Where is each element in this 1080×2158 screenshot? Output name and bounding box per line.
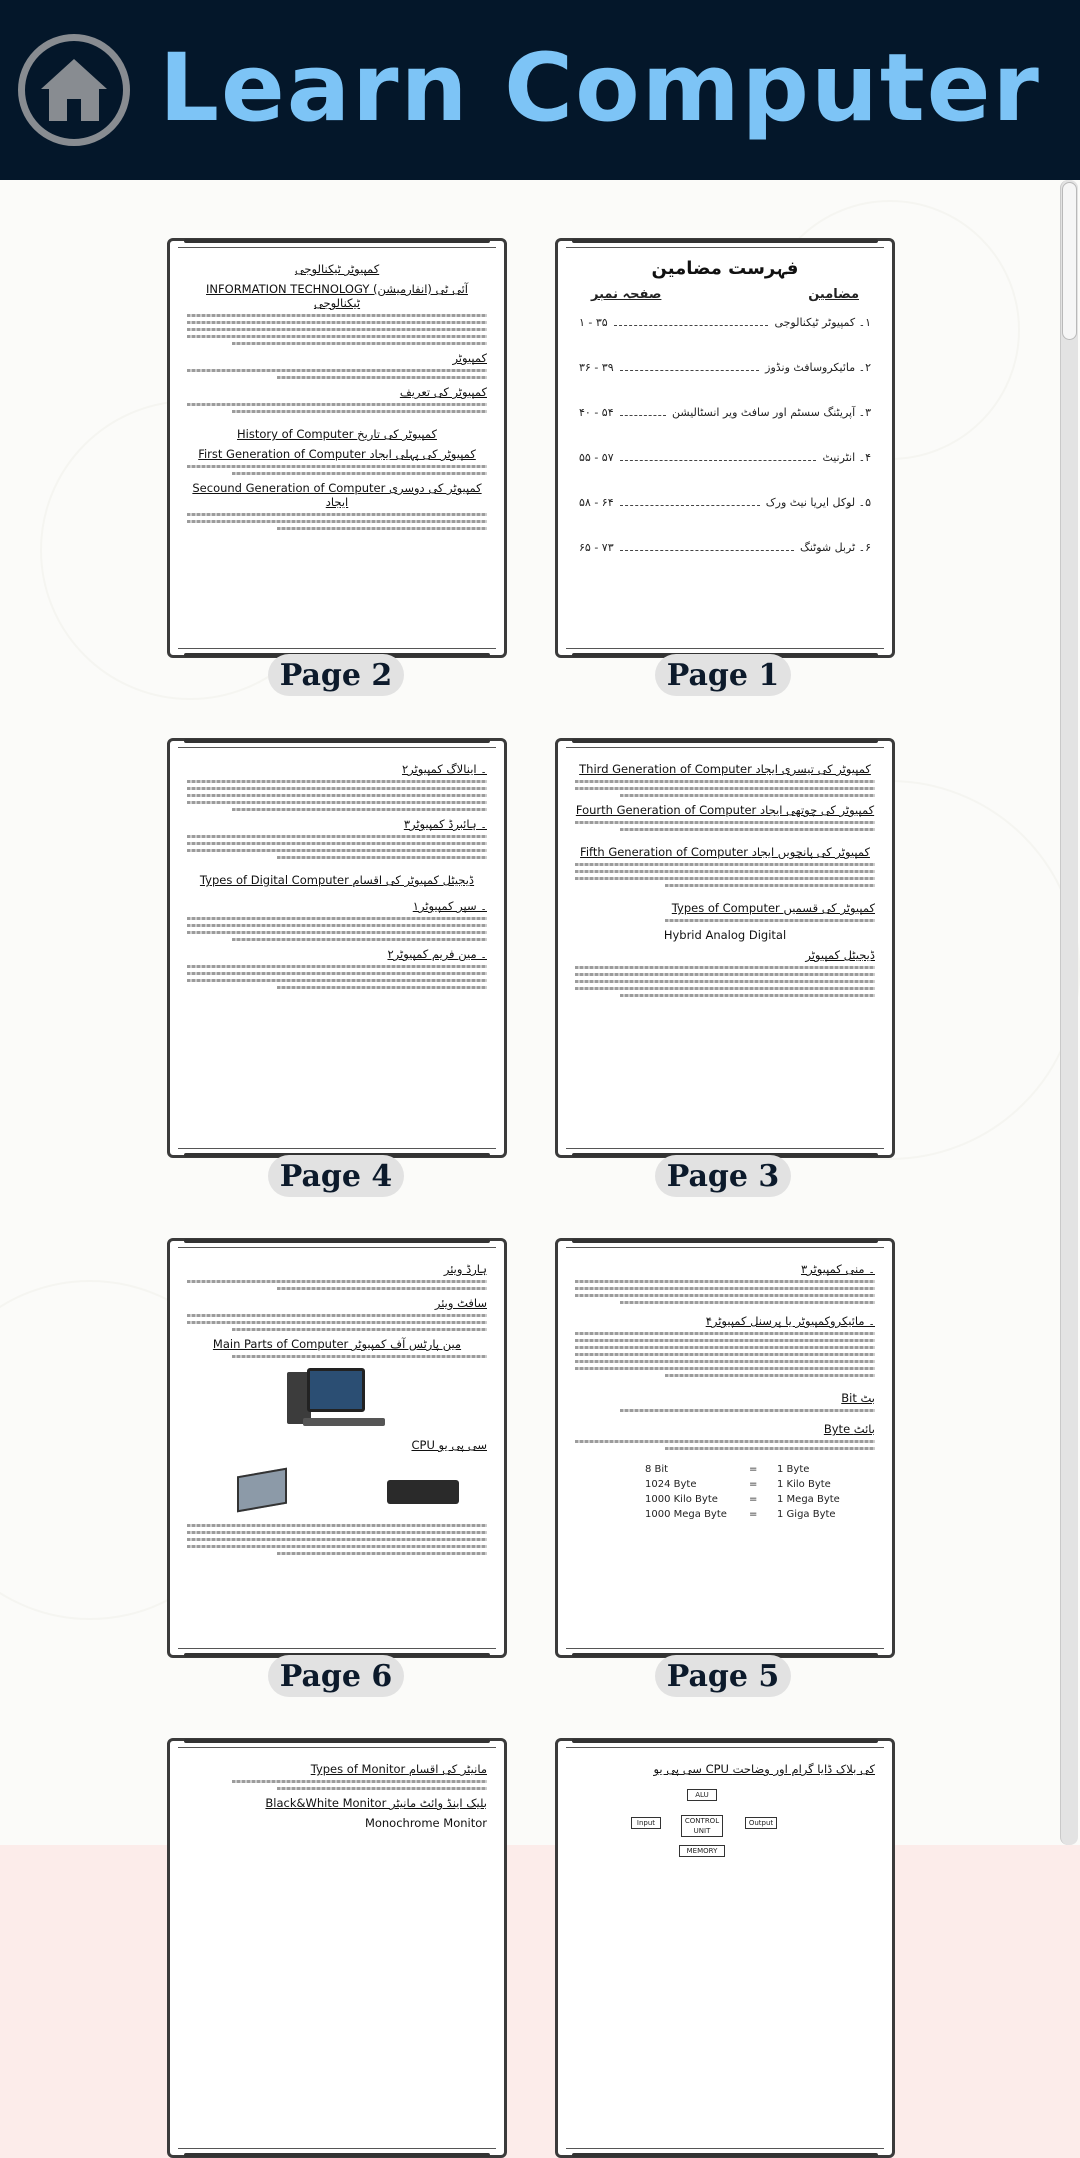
page-heading: ۳۔ ہائبرڈ کمپیوٹر [403,817,487,831]
page-heading: ڈیجیٹل کمپیوٹر [805,948,875,962]
toc-column-pages: صفحہ نمبر [591,287,662,302]
page-heading: ۲۔ مین فریم کمپیوٹر [387,947,487,961]
page-label-6[interactable]: Page 6 [268,1655,404,1697]
page-thumbnail-5[interactable] [555,1238,895,1658]
page-thumbnail-7[interactable] [555,1738,895,2158]
home-button[interactable] [18,34,130,146]
page-heading: Third Generation of Computer کمپیوٹر کی تیسری ایجاد [579,762,871,776]
page-heading: History of Computer کمپیوٹر کی تاریخ [237,427,437,441]
page-heading: Byte بائٹ [823,1422,875,1436]
toc-column-topics: مضامین [808,287,859,302]
page-heading: سافٹ ویئر [434,1296,487,1310]
toc-row: ۳۔ آپریٹنگ سسٹم اور سافٹ ویر انسٹالیشن ۵۴ - ۴۰ [579,406,871,419]
page-heading: Types of Monitor مانیٹر کی اقسام [310,1762,487,1776]
page-heading: Monochrome Monitor [364,1816,487,1830]
page-label-2[interactable]: Page 2 [268,654,404,696]
computer-illustration [187,1366,487,1432]
page-heading: Types of Computer کمپیوٹر کی قسمیں [671,901,875,915]
page-heading: Types of Digital Computer ڈیجیٹل کمپیوٹر کی اقسام [199,873,475,887]
page-heading: ۴۔ مائیکروکمپیوٹر یا پرسنل کمپیوٹر [705,1314,875,1328]
page-label-3[interactable]: Page 3 [655,1155,791,1197]
toc-heading: فہرست مضامین [651,258,799,279]
page-heading: Black&White Monitor بلیک اینڈ وائٹ مانیٹر [265,1796,487,1810]
vertical-scrollbar[interactable] [1060,180,1078,1845]
page-heading: INFORMATION TECHNOLOGY (آئی ٹی (انفارمیشن ٹیکنالوجی [206,282,468,310]
page-heading: ۱۔ سپر کمپیوٹر [412,899,487,913]
page-heading: First Generation of Computer کمپیوٹر کی پہلی ایجاد [198,447,476,461]
page-thumbnail-2[interactable] [167,238,507,658]
page-thumbnail-1[interactable] [555,238,895,658]
page-heading: ۲۔ اینالاگ کمپیوٹر [401,762,487,776]
page-heading: کمپیوٹر ٹیکنالوجی [294,262,380,276]
page-heading: ۳۔ منی کمپیوٹر [800,1262,875,1276]
toc-row: ۵۔ لوکل ایریا نیٹ ورک ۶۴ - ۵۸ [579,496,871,509]
page-heading: Secound Generation of Computer کمپیوٹر کی دوسری ایجاد [192,481,482,509]
page-heading: Fifth Generation of Computer کمپیوٹر کی پانچویں ایجاد [580,845,870,859]
page-heading: کمپیوٹر [452,351,487,365]
toc-row: ۲۔ مائیکروسافٹ ونڈوز ۳۹ - ۳۶ [579,361,871,374]
page-heading: Hybrid Analog Digital [663,928,787,942]
page-label-1[interactable]: Page 1 [655,654,791,696]
cpu-illustration [187,1460,487,1518]
app-title: Learn Computer [159,34,1041,143]
page-heading: Fourth Generation of Computer کمپیوٹر کی چوتھی ایجاد [575,803,875,817]
page-thumbnail-3[interactable] [555,738,895,1158]
page-heading: کمپیوٹر کی تعریف [399,385,487,399]
home-icon [35,51,113,129]
toc-row: ۴۔ انٹرنیٹ ۵۷ - ۵۵ [579,451,871,464]
conversion-row: 1000 Mega Byte = 1 Giga Byte [645,1509,836,1520]
conversion-row: 1000 Kilo Byte = 1 Mega Byte [645,1494,840,1505]
page-heading: Bit بٹ [841,1391,875,1405]
page-gallery[interactable] [0,180,1080,1855]
page-heading: Main Parts of Computer مین پارٹس آف کمپیوٹر [212,1337,462,1351]
page-label-4[interactable]: Page 4 [268,1155,404,1197]
page-thumbnail-8[interactable] [167,1738,507,2158]
page-heading: ہارڈ ویئر [443,1262,487,1276]
scrollbar-thumb[interactable] [1062,182,1077,340]
page-thumbnail-4[interactable] [167,738,507,1158]
page-heading: CPU سی پی یو [411,1438,487,1452]
page-thumbnail-6[interactable] [167,1238,507,1658]
app-header [0,0,1080,180]
cpu-block-diagram: ALU Input CONTROL UNIT Output MEMORY [575,1779,875,1899]
conversion-row: 8 Bit = 1 Byte [645,1464,810,1475]
toc-row: ۶۔ ٹربل شوٹنگ ۷۳ - ۶۵ [579,541,871,554]
page-label-5[interactable]: Page 5 [655,1655,791,1697]
page-heading: سی پی یو CPU کی بلاک ڈایا گرام اور وضاحت [653,1762,875,1776]
toc-row: ۱۔ کمپیوٹر ٹیکنالوجی ۳۵ - ۱ [579,316,871,329]
conversion-row: 1024 Byte = 1 Kilo Byte [645,1479,831,1490]
